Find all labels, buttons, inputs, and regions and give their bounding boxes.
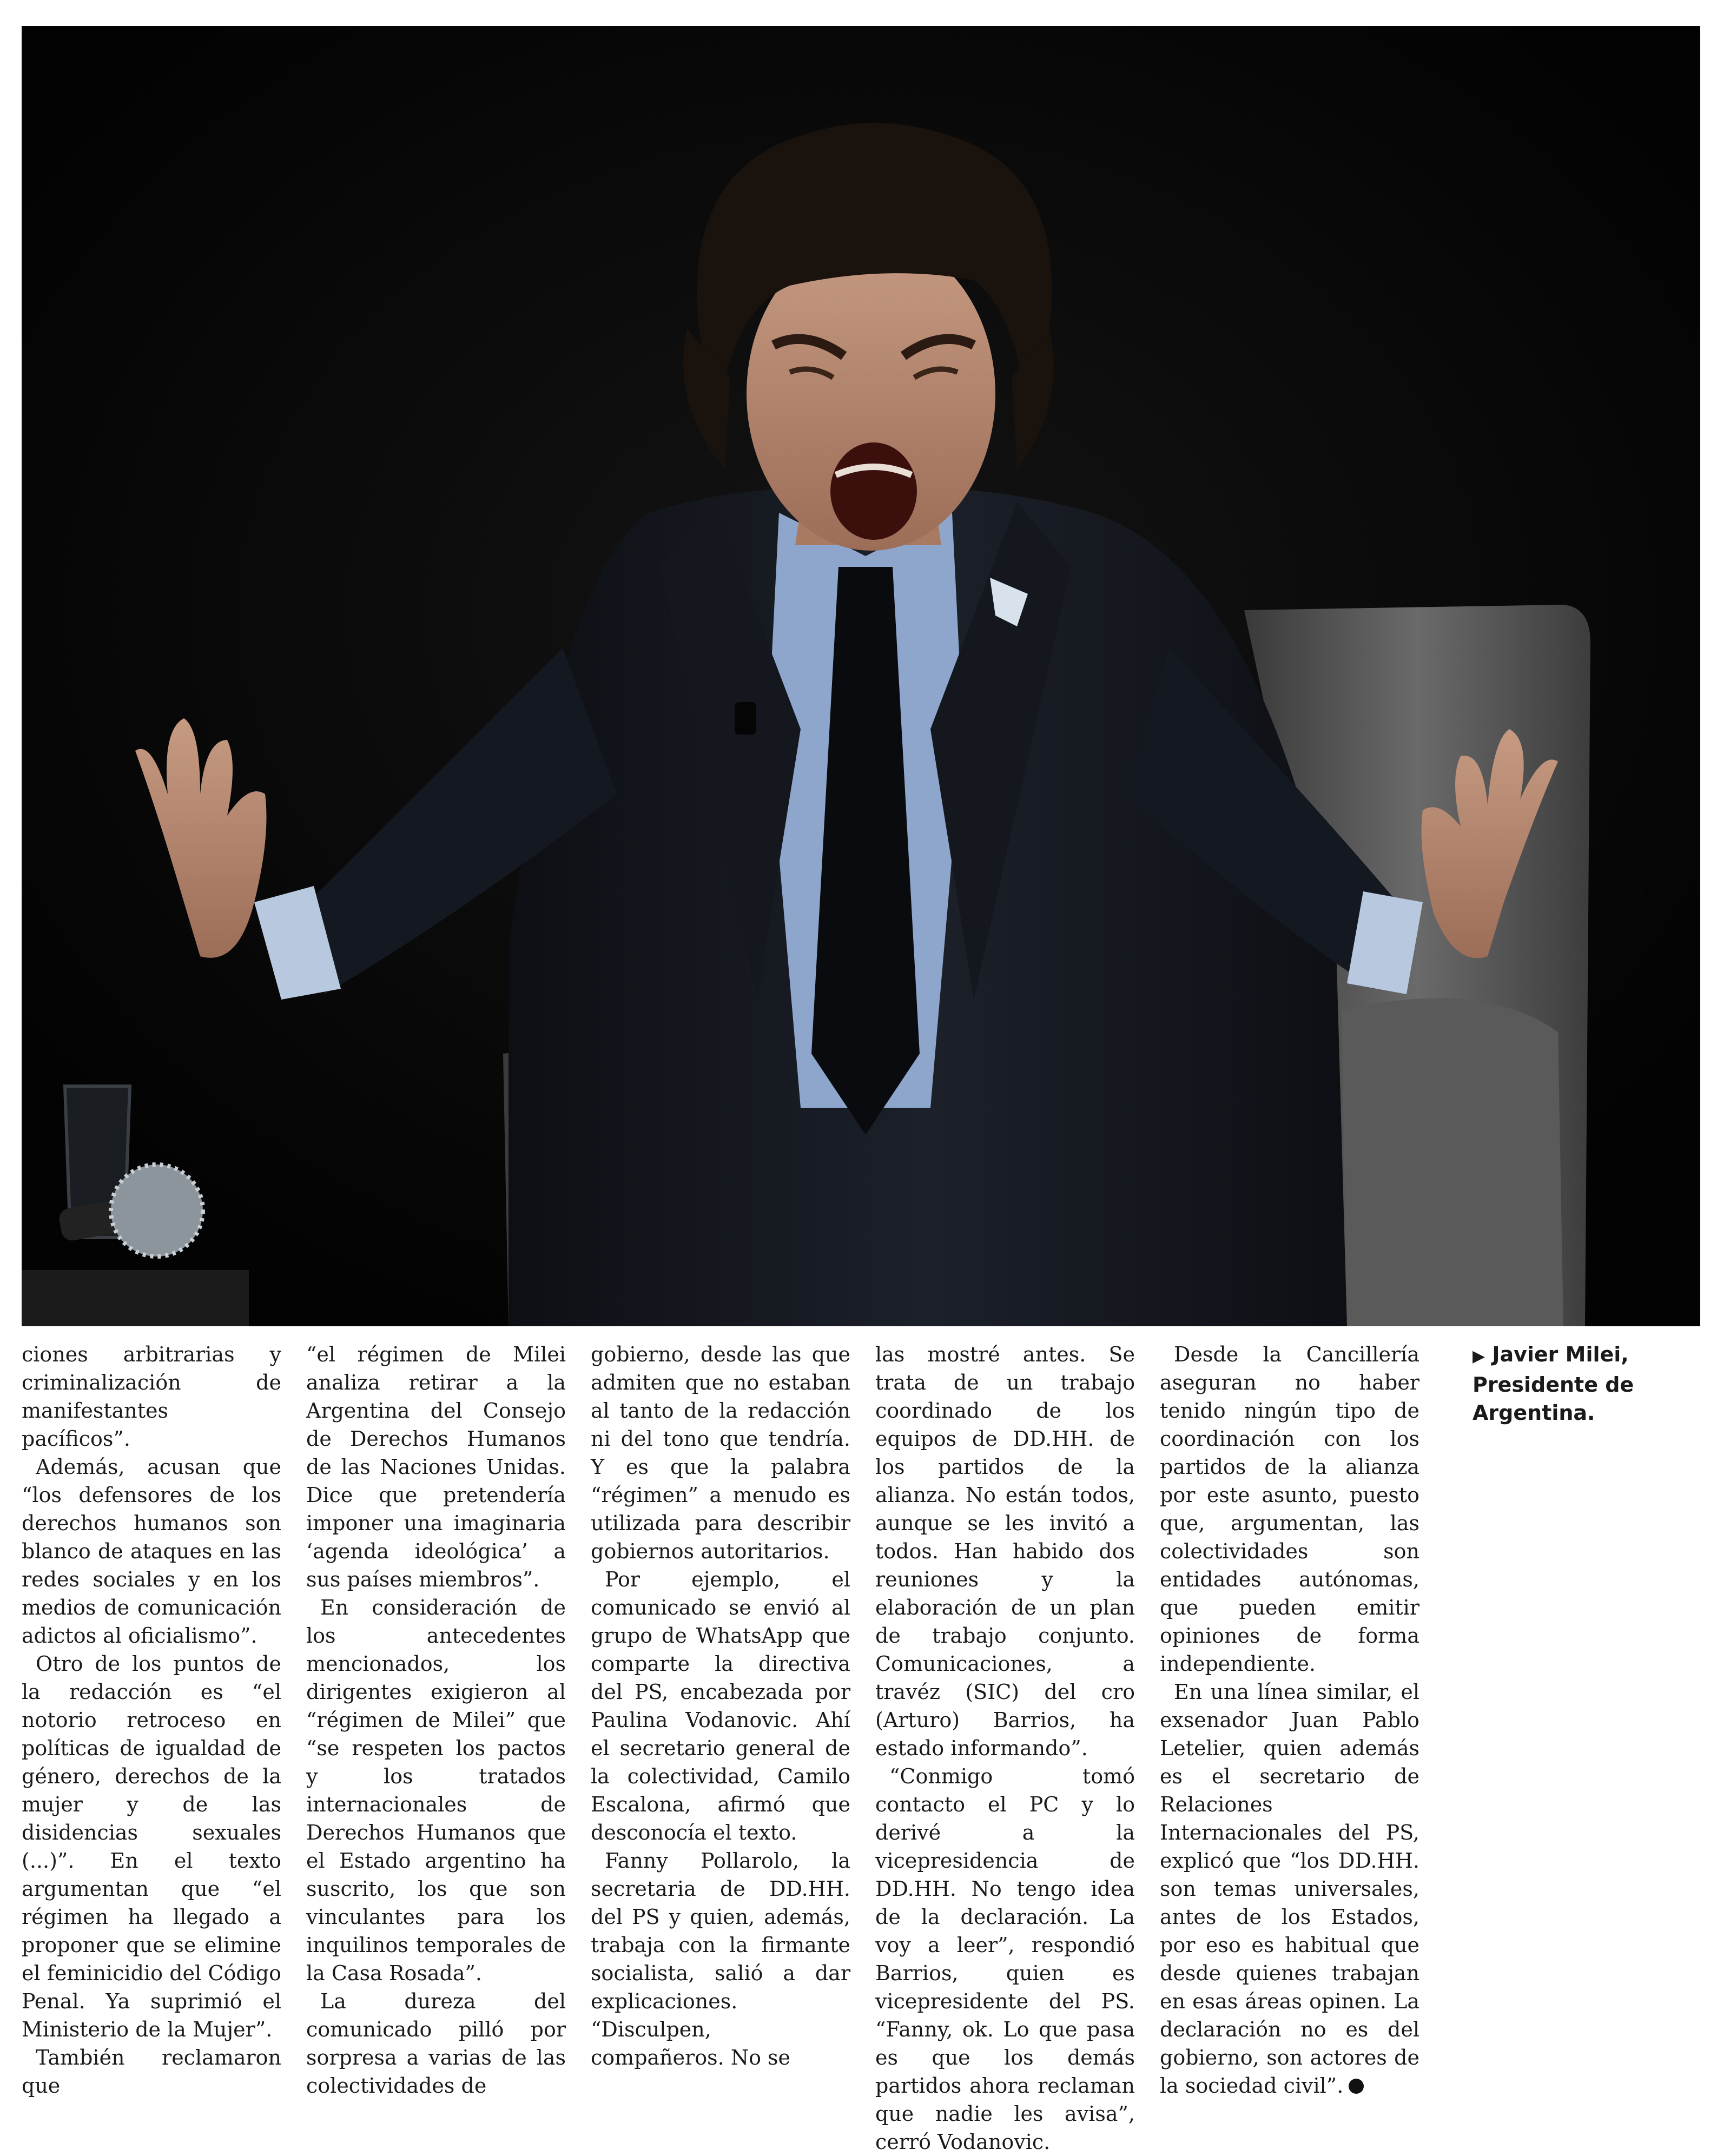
- caption-role: Presidente de Argentina.: [1473, 1373, 1634, 1425]
- article-column-3: [591, 1340, 850, 2072]
- news-photo: [22, 26, 1700, 1326]
- paragraph: La dureza del comunicado pilló por sorpresa a varias de las colectividades de: [306, 1989, 566, 2098]
- paragraph: También reclamaron que: [22, 2046, 281, 2098]
- paragraph: las mostré antes. Se trata de un trabajo coordinado de los equipos de DD.HH. de los partidos de la alianza. No están todos, aunque se les invitó a todos. Han habido dos reuniones y la elaboración de un plan de trabajo conjunto. Comunicaciones, a travéz (SIC) del cro (Arturo) Barrios, ha estado informando”.: [875, 1342, 1135, 1760]
- paragraph: Fanny Pollarolo, la secretaria de DD.HH. del PS y quien, además, trabaja con la firmante socialista, salió a dar explicaciones. “Disculpen, compañeros. No se: [591, 1849, 850, 2069]
- paragraph: ciones arbitrarias y criminalización de manifestantes pacíficos”.: [22, 1342, 281, 1451]
- paragraph: Por ejemplo, el comunicado se envió al grupo de WhatsApp que comparte la directiva del PS, encabezada por Paulina Vodanovic. Ahí el secretario general de la colectividad, Camilo Escalona, afirmó que desconocía el texto.: [591, 1568, 850, 1844]
- paragraph: “el régimen de Milei analiza retirar a la Argentina del Consejo de Derechos Humanos de las Naciones Unidas. Dice que pretendería imponer una imaginaria ‘agenda ideológica’ a sus países miembros”.: [306, 1342, 566, 1591]
- paragraph: “Conmigo tomó contacto el PC y lo derivé a la vicepresidencia de DD.HH. No tengo idea de la declaración. La voy a leer”, respondió Barrios, quien es vicepresidente del PS. “Fanny, ok. Lo que pasa es que los demás partidos ahora reclaman que nadie les avisa”, cerró Vodanovic.: [875, 1764, 1135, 2154]
- paragraph: Además, acusan que “los defensores de los derechos humanos son blanco de ataques en las redes sociales y en los medios de comunicación adictos al oficialismo”.: [22, 1455, 281, 1648]
- open-mouth: [830, 442, 917, 540]
- caption-marker-icon: ▶: [1473, 1347, 1485, 1366]
- caption-name: Javier Milei,: [1492, 1342, 1629, 1366]
- chair-arm: [1342, 998, 1563, 1327]
- end-mark-icon: [1349, 2079, 1364, 2094]
- article-column-5: [1160, 1340, 1419, 2100]
- paragraph: gobierno, desde las que admiten que no estaban al tanto de la redacción ni del tono que tendría. Y es que la palabra “régimen” a menudo es utilizada para describir gobiernos autoritarios.: [591, 1342, 850, 1563]
- article-column-2: [306, 1340, 566, 2100]
- paragraph: En una línea similar, el exsenador Juan Pablo Letelier, quien además es el secretario de Relaciones Internacionales del PS, explicó que “los DD.HH. son temas universales, antes de los Estados, por eso es habitual que desde quienes trabajan en esas áreas opinen. La declaración no es del gobierno, son actores de la sociedad civil”.: [1160, 1680, 1419, 2098]
- paragraph: Desde la Cancillería aseguran no haber tenido ningún tipo de coordinación con los partidos de la alianza por este asunto, puesto que, argumentan, las colectividades son entidades autónomas, que pueden emitir opiniones de forma independiente.: [1160, 1342, 1419, 1676]
- article-column-4: [875, 1340, 1135, 2156]
- photo-caption: [1473, 1340, 1635, 1427]
- photo-illustration: [22, 26, 1700, 1326]
- paragraph: Otro de los puntos de la redacción es “el notorio retroceso en políticas de igualdad de género, derechos de la mujer y de las disidencias sexuales (...)”. En el texto argumentan que “el régimen ha llegado a proponer que se elimine el feminicidio del Código Penal. Ya suprimió el Ministerio de la Mujer”.: [22, 1652, 281, 2041]
- article-column-1: [22, 1340, 281, 2100]
- paragraph: En consideración de los antecedentes mencionados, los dirigentes exigieron al “régimen de Milei” que “se respeten los pactos y los tratados internacionales de Derechos Humanos que el Estado argentino ha suscrito, los que son vinculantes para los inquilinos temporales de la Casa Rosada”.: [306, 1596, 566, 1985]
